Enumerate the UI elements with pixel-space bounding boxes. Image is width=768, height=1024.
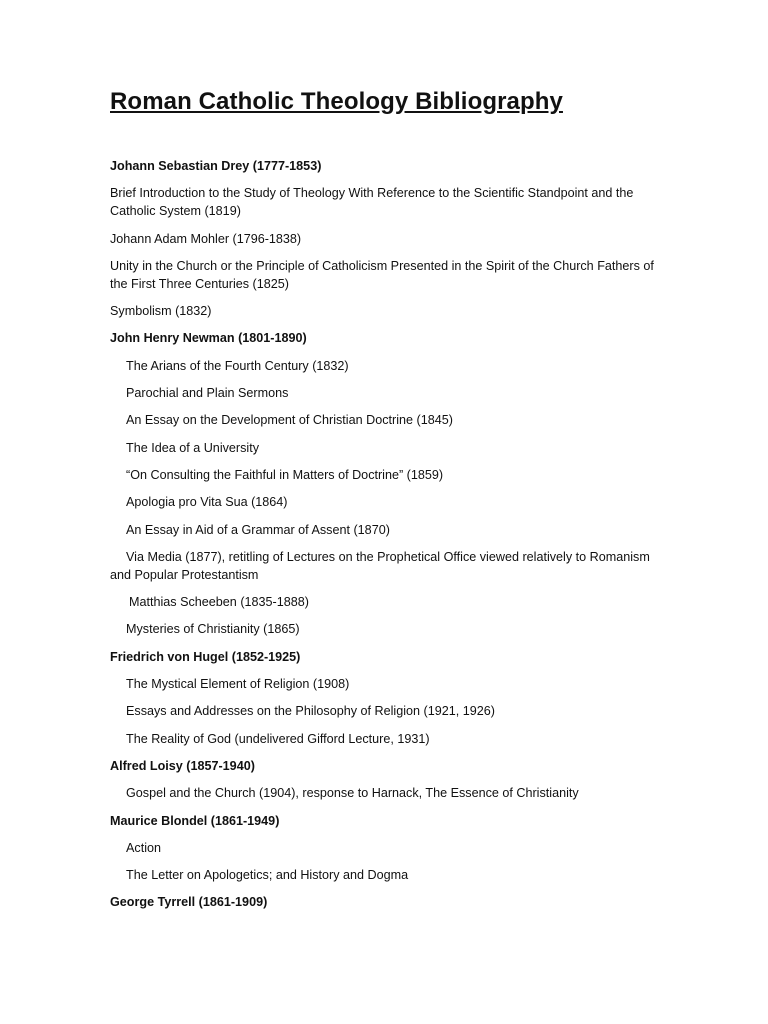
bibliography-list bbox=[110, 157, 670, 921]
author-heading: Maurice Blondel (1861-1949) bbox=[110, 813, 280, 828]
bibliography-entry: An Essay in Aid of a Grammar of Assent (1870) bbox=[126, 522, 390, 537]
bibliography-entry: The Arians of the Fourth Century (1832) bbox=[126, 358, 349, 373]
bibliography-entry: Via Media (1877), retitling of Lectures on the Prophetical Office viewed relatively to Romanism and Popular Protestantism bbox=[110, 549, 650, 582]
bibliography-entry: Apologia pro Vita Sua (1864) bbox=[126, 495, 288, 510]
author-heading: Johann Sebastian Drey (1777-1853) bbox=[110, 159, 322, 173]
bibliography-entry: Action bbox=[126, 840, 162, 855]
bibliography-entry: Gospel and the Church (1904), response to Harnack, The Essence of Christianity bbox=[126, 786, 579, 801]
author-heading: George Tyrrell (1861-1909) bbox=[110, 895, 268, 910]
bibliography-entry: Johann Adam Mohler (1796-1838) bbox=[110, 231, 302, 246]
bibliography-entry: The Letter on Apologetics; and History and Dogma bbox=[126, 868, 409, 883]
bibliography-entry: “On Consulting the Faithful in Matters of Doctrine” (1859) bbox=[126, 467, 444, 482]
bibliography-entry: Parochial and Plain Sermons bbox=[126, 386, 289, 401]
bibliography-entry: Matthias Scheeben (1835-1888) bbox=[129, 595, 309, 610]
page-title: Roman Catholic Theology Bibliography bbox=[110, 88, 563, 115]
bibliography-entry: Brief Introduction to the Study of Theology With Reference to the Scientific Standpoint and the Catholic System (1819) bbox=[110, 186, 634, 219]
author-heading: John Henry Newman (1801-1890) bbox=[110, 331, 307, 346]
bibliography-entry: Mysteries of Christianity (1865) bbox=[126, 622, 300, 637]
bibliography-entry: The Idea of a University bbox=[126, 440, 259, 455]
author-heading: Friedrich von Hugel (1852-1925) bbox=[110, 649, 301, 664]
author-heading: Alfred Loisy (1857-1940) bbox=[110, 758, 255, 773]
bibliography-entry: The Mystical Element of Religion (1908) bbox=[126, 677, 350, 692]
bibliography-entry: Unity in the Church or the Principle of Catholicism Presented in the Spirit of the Church Fathers of the First Three Centuries (1825) bbox=[110, 258, 654, 291]
bibliography-entry: Symbolism (1832) bbox=[110, 304, 212, 319]
bibliography-entry: An Essay on the Development of Christian Doctrine (1845) bbox=[126, 413, 453, 428]
bibliography-entry: The Reality of God (undelivered Gifford Lecture, 1931) bbox=[126, 731, 430, 746]
bibliography-entry: Essays and Addresses on the Philosophy of Religion (1921, 1926) bbox=[126, 704, 495, 719]
